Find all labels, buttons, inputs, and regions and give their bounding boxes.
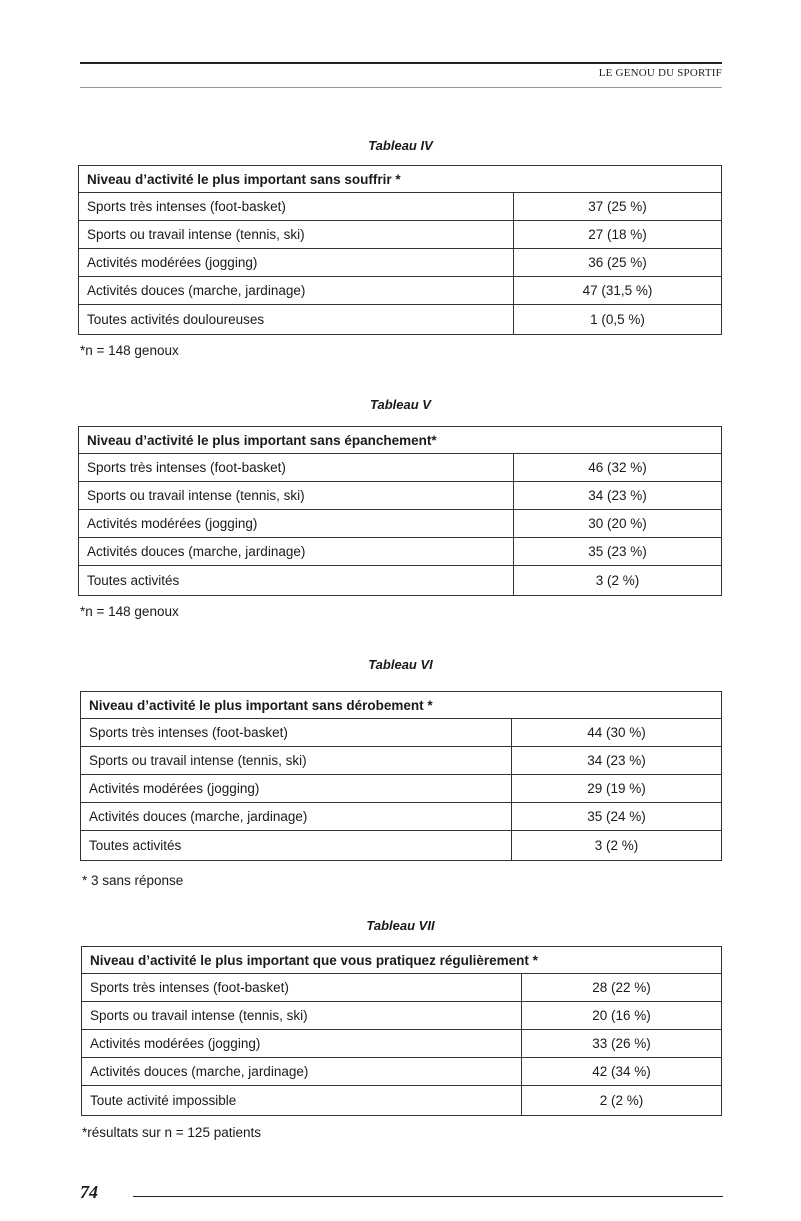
table-note: *résultats sur n = 125 patients xyxy=(82,1125,261,1140)
row-value: 44 (30 %) xyxy=(512,719,722,747)
row-value: 29 (19 %) xyxy=(512,775,722,803)
row-value: 28 (22 %) xyxy=(522,974,722,1002)
row-label: Activités douces (marche, jardinage) xyxy=(82,1058,522,1086)
row-value: 1 (0,5 %) xyxy=(514,305,722,335)
row-label: Toutes activités douloureuses xyxy=(79,305,514,335)
header-rule-top xyxy=(80,62,722,64)
row-value: 33 (26 %) xyxy=(522,1030,722,1058)
table-header: Niveau d’activité le plus important sans épanchement* xyxy=(79,427,722,454)
row-label: Sports très intenses (foot-basket) xyxy=(79,193,514,221)
row-value: 27 (18 %) xyxy=(514,221,722,249)
table-row xyxy=(79,510,722,538)
row-value: 34 (23 %) xyxy=(512,747,722,775)
row-label: Sports ou travail intense (tennis, ski) xyxy=(81,747,512,775)
table-row xyxy=(81,803,722,831)
table-caption: Tableau IV xyxy=(368,138,433,153)
activity-table xyxy=(78,426,722,596)
table-header-row xyxy=(82,947,722,974)
row-value: 2 (2 %) xyxy=(522,1086,722,1116)
row-label: Sports très intenses (foot-basket) xyxy=(79,454,514,482)
table-row xyxy=(82,1058,722,1086)
table-note: *n = 148 genoux xyxy=(80,343,179,358)
row-label: Activités douces (marche, jardinage) xyxy=(79,277,514,305)
page-number: 74 xyxy=(80,1182,98,1202)
row-value: 36 (25 %) xyxy=(514,249,722,277)
row-label: Activités douces (marche, jardinage) xyxy=(81,803,512,831)
table-header-row xyxy=(79,166,722,193)
row-label: Sports ou travail intense (tennis, ski) xyxy=(82,1002,522,1030)
row-value: 47 (31,5 %) xyxy=(514,277,722,305)
table-header-row xyxy=(81,692,722,719)
table-row xyxy=(79,566,722,596)
row-value: 35 (24 %) xyxy=(512,803,722,831)
table-row xyxy=(79,305,722,335)
table-row xyxy=(81,775,722,803)
row-value: 35 (23 %) xyxy=(514,538,722,566)
row-value: 42 (34 %) xyxy=(522,1058,722,1086)
table-row xyxy=(81,719,722,747)
row-label: Toutes activités xyxy=(79,566,514,596)
row-label: Sports ou travail intense (tennis, ski) xyxy=(79,482,514,510)
row-value: 3 (2 %) xyxy=(514,566,722,596)
table-header: Niveau d’activité le plus important sans dérobement * xyxy=(81,692,722,719)
table-row xyxy=(81,747,722,775)
table-caption: Tableau VII xyxy=(366,918,435,933)
table-caption: Tableau VI xyxy=(368,657,433,672)
row-value: 37 (25 %) xyxy=(514,193,722,221)
row-label: Sports très intenses (foot-basket) xyxy=(81,719,512,747)
row-label: Activités modérées (jogging) xyxy=(79,510,514,538)
table-row xyxy=(79,193,722,221)
table-row xyxy=(79,454,722,482)
table-header-row xyxy=(79,427,722,454)
row-value: 46 (32 %) xyxy=(514,454,722,482)
footer-rule xyxy=(133,1196,723,1197)
row-label: Activités modérées (jogging) xyxy=(81,775,512,803)
table-row xyxy=(82,1086,722,1116)
table-row xyxy=(82,1002,722,1030)
activity-table xyxy=(78,165,722,335)
row-label: Sports très intenses (foot-basket) xyxy=(82,974,522,1002)
table-row xyxy=(79,249,722,277)
table-header: Niveau d’activité le plus important sans souffrir * xyxy=(79,166,722,193)
row-label: Activités modérées (jogging) xyxy=(79,249,514,277)
table-row xyxy=(82,974,722,1002)
table-row xyxy=(81,831,722,861)
table-row xyxy=(79,277,722,305)
row-label: Sports ou travail intense (tennis, ski) xyxy=(79,221,514,249)
table-caption: Tableau V xyxy=(370,397,431,412)
row-value: 34 (23 %) xyxy=(514,482,722,510)
activity-table xyxy=(81,946,722,1116)
row-value: 3 (2 %) xyxy=(512,831,722,861)
table-note: * 3 sans réponse xyxy=(82,873,184,888)
row-label: Toute activité impossible xyxy=(82,1086,522,1116)
activity-table xyxy=(80,691,722,861)
row-value: 30 (20 %) xyxy=(514,510,722,538)
table-row xyxy=(79,538,722,566)
row-label: Toutes activités xyxy=(81,831,512,861)
row-label: Activités modérées (jogging) xyxy=(82,1030,522,1058)
table-row xyxy=(82,1030,722,1058)
header-rule-bottom xyxy=(80,87,722,88)
row-value: 20 (16 %) xyxy=(522,1002,722,1030)
running-head: LE GENOU DU SPORTIF xyxy=(598,67,722,79)
table-row xyxy=(79,482,722,510)
row-label: Activités douces (marche, jardinage) xyxy=(79,538,514,566)
table-header: Niveau d’activité le plus important que vous pratiquez régulièrement * xyxy=(82,947,722,974)
table-note: *n = 148 genoux xyxy=(80,604,179,619)
table-row xyxy=(79,221,722,249)
